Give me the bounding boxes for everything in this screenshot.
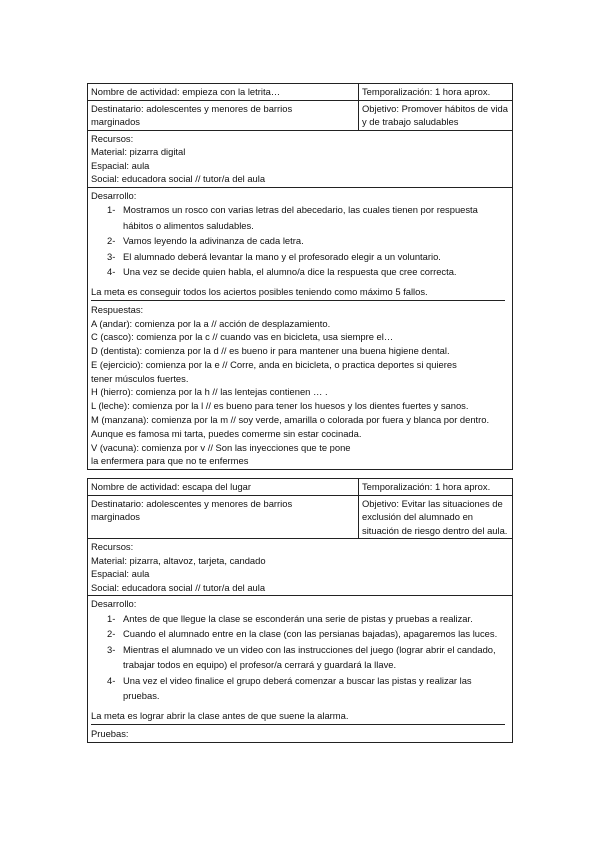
- development-step: 1- Mostramos un rosco con varias letras del abecedario, las cuales tienen por respuesta hábitos o alimentos saludables.: [107, 204, 478, 231]
- activity-1-audience-row: [88, 101, 512, 131]
- activity-1-objective: Objetivo: Promover hábitos de vida y de trabajo saludables: [362, 102, 508, 127]
- activity-1-resources-row: [88, 131, 512, 188]
- answer-item: E (ejercicio): comienza por la e // Corre, anda en bicicleta, o practica deportes si quieres tener músculos fuertes.: [91, 358, 457, 384]
- development-title: Desarrollo:: [91, 189, 137, 201]
- development-step: 3- El alumnado deberá levantar la mano y el profesorado elegir a un voluntario.: [107, 250, 441, 262]
- development-title: Desarrollo:: [91, 598, 137, 609]
- resources-material: Material: pizarra, altavoz, tarjeta, candado: [91, 554, 266, 566]
- answer-item: H (hierro): comienza por la h // las lentejas contienen … .: [91, 386, 328, 398]
- answers-title: Respuestas:: [91, 304, 144, 315]
- activity-2-goal: La meta es lograr abrir la clase antes de que suene la alarma.: [91, 709, 505, 726]
- activity-2-header-row: [88, 479, 512, 496]
- activity-2-objective: Objetivo: Evitar las situaciones de exclusión del alumnado en situación de riesgo dentro del aula.: [362, 497, 508, 536]
- answer-item: M (manzana): comienza por la m // soy verde, amarilla o colorada por fuera y blanca por dentro. Aunque es famosa mi tarta, puedes comerme sin estar cocinada.: [91, 414, 490, 439]
- resources-title: Recursos:: [91, 132, 134, 144]
- activity-2-resources-row: [88, 539, 512, 596]
- resources-social: Social: educadora social // tutor/a del aula: [91, 173, 266, 184]
- answer-item: L (leche): comienza por la l // es bueno para tener los huesos y los dientes fuertes y sanos.: [91, 400, 469, 412]
- answer-item: C (casco): comienza por la c // cuando vas en bicicleta, usa siempre el…: [91, 331, 394, 343]
- development-step: 2- Vamos leyendo la adivinanza de cada letra.: [107, 235, 304, 246]
- development-step: 4- Una vez el video finalice el grupo deberá comenzar a buscar las pistas y realizar las pruebas.: [107, 674, 472, 701]
- development-step: 3- Mientras el alumnado ve un video con las instrucciones del juego (lograr abrir el candado, trabajar todos en equipo) el profesor/a cerrará y guardará la llave.: [107, 643, 496, 670]
- activity-1-time: Temporalización: 1 hora aprox.: [362, 86, 491, 97]
- resources-space: Espacial: aula: [91, 159, 150, 171]
- activity-2-table: [87, 478, 513, 743]
- development-step: 4- Una vez se decide quien habla, el alumno/a dice la respuesta que cree correcta.: [107, 266, 457, 277]
- activity-2-development: [88, 596, 512, 742]
- resources-social: Social: educadora social // tutor/a del aula: [91, 581, 266, 593]
- activity-2-name: Nombre de actividad: escapa del lugar: [88, 479, 359, 495]
- development-step: 1- Antes de que llegue la clase se esconderán una serie de pistas y pruebas a realizar.: [107, 612, 473, 624]
- activity-1-goal: La meta es conseguir todos los aciertos posibles teniendo como máximo 5 fallos.: [91, 285, 505, 302]
- activity-2-audience: Destinatario: adolescentes y menores de barrios marginados: [88, 496, 359, 539]
- activity-1-header-row: [88, 84, 512, 101]
- answer-item: D (dentista): comienza por la d // es bueno ir para mantener una buena higiene dental.: [91, 345, 450, 357]
- resources-space: Espacial: aula: [91, 568, 150, 579]
- activity-2-audience-row: [88, 496, 512, 540]
- activity-2-development-row: [88, 596, 512, 742]
- tests-title: Pruebas:: [91, 728, 129, 739]
- activity-1-resources: [88, 131, 512, 187]
- activity-1-audience: Destinatario: adolescentes y menores de barrios marginados: [88, 101, 359, 130]
- answer-item: A (andar): comienza por la a // acción de desplazamiento.: [91, 317, 331, 329]
- resources-material: Material: pizarra digital: [91, 146, 186, 157]
- activity-1-name: Nombre de actividad: empieza con la letrita…: [88, 84, 359, 100]
- activity-1-development: [88, 188, 512, 470]
- activity-1-development-row: [88, 188, 512, 470]
- answer-item: V (vacuna): comienza por v // Son las inyecciones que te pone la enfermera para que no te enfermes: [91, 441, 351, 467]
- activity-2-time: Temporalización: 1 hora aprox.: [362, 481, 491, 492]
- development-step: 2- Cuando el alumnado entre en la clase (con las persianas bajadas), apagaremos las luces.: [107, 628, 498, 639]
- activity-1-table: [87, 83, 513, 470]
- activity-2-resources: [88, 539, 512, 595]
- resources-title: Recursos:: [91, 541, 134, 552]
